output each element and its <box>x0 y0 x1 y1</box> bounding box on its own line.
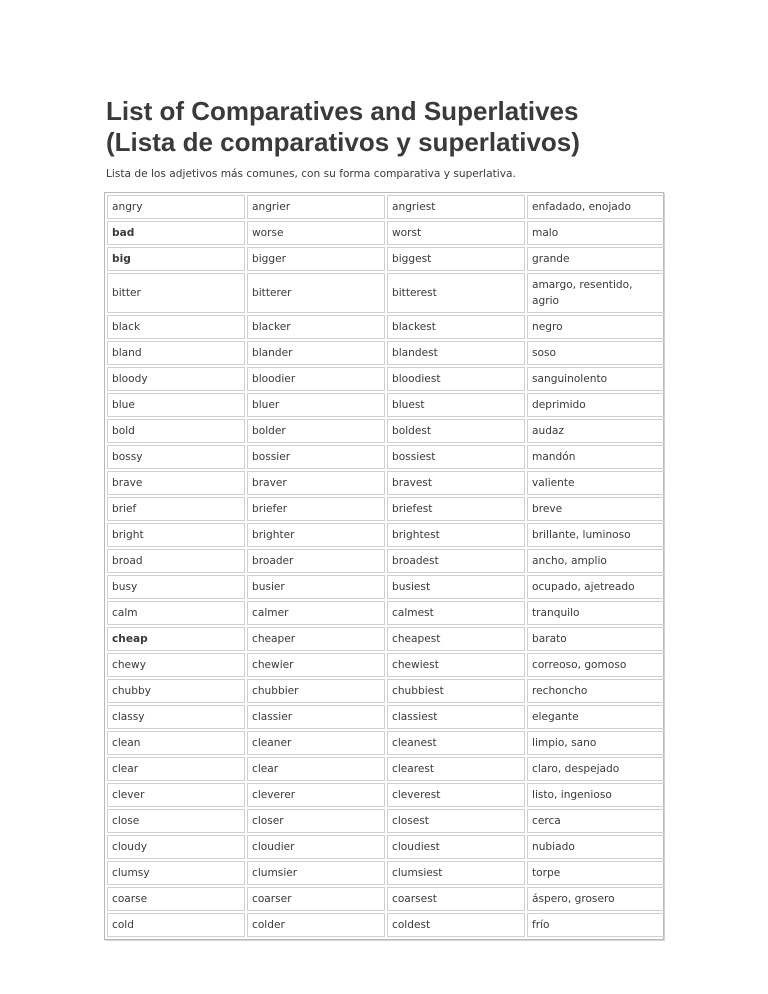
spanish-translation-cell: tranquilo <box>527 601 665 625</box>
comparative-cell: cheaper <box>247 627 385 651</box>
table-row <box>107 731 665 755</box>
table-row <box>107 913 665 937</box>
adjective-cell: bossy <box>107 445 245 469</box>
adjectives-table-body <box>107 195 665 937</box>
table-row <box>107 273 665 313</box>
comparative-cell: worse <box>247 221 385 245</box>
page-subtitle: Lista de los adjetivos más comunes, con su forma comparativa y superlativa. <box>106 168 516 180</box>
adjective-cell: angry <box>107 195 245 219</box>
spanish-translation-cell: enfadado, enojado <box>527 195 665 219</box>
superlative-cell: cloudiest <box>387 835 525 859</box>
title-line-english: List of Comparatives and Superlatives <box>106 96 579 126</box>
adjective-cell: cold <box>107 913 245 937</box>
adjective-cell: bold <box>107 419 245 443</box>
table-row <box>107 315 665 339</box>
superlative-cell: coldest <box>387 913 525 937</box>
table-row <box>107 783 665 807</box>
adjective-cell: clumsy <box>107 861 245 885</box>
comparative-cell: chubbier <box>247 679 385 703</box>
adjective-cell: clean <box>107 731 245 755</box>
comparative-cell: closer <box>247 809 385 833</box>
adjective-cell: bitter <box>107 273 245 313</box>
table-row <box>107 757 665 781</box>
superlative-cell: bloodiest <box>387 367 525 391</box>
adjective-cell: bright <box>107 523 245 547</box>
comparative-cell: calmer <box>247 601 385 625</box>
table-row <box>107 627 665 651</box>
superlative-cell: bluest <box>387 393 525 417</box>
spanish-translation-cell: barato <box>527 627 665 651</box>
superlative-cell: busiest <box>387 575 525 599</box>
adjective-cell: brief <box>107 497 245 521</box>
adjective-cell: clever <box>107 783 245 807</box>
adjective-cell: classy <box>107 705 245 729</box>
superlative-cell: cleverest <box>387 783 525 807</box>
spanish-translation-cell: listo, ingenioso <box>527 783 665 807</box>
adjective-cell: black <box>107 315 245 339</box>
adjective-cell: bland <box>107 341 245 365</box>
comparative-cell: cloudier <box>247 835 385 859</box>
superlative-cell: briefest <box>387 497 525 521</box>
spanish-translation-cell: mandón <box>527 445 665 469</box>
spanish-translation-cell: audaz <box>527 419 665 443</box>
spanish-translation-cell: torpe <box>527 861 665 885</box>
comparative-cell: blacker <box>247 315 385 339</box>
spanish-translation-cell: amargo, resentido, agrio <box>527 273 665 313</box>
superlative-cell: clearest <box>387 757 525 781</box>
spanish-translation-cell: nubiado <box>527 835 665 859</box>
comparative-cell: classier <box>247 705 385 729</box>
spanish-translation-cell: ancho, amplio <box>527 549 665 573</box>
adjectives-table <box>105 193 667 939</box>
adjective-cell: brave <box>107 471 245 495</box>
adjective-cell: clear <box>107 757 245 781</box>
comparative-cell: busier <box>247 575 385 599</box>
superlative-cell: chubbiest <box>387 679 525 703</box>
spanish-translation-cell: cerca <box>527 809 665 833</box>
comparative-cell: angrier <box>247 195 385 219</box>
adjective-cell: bloody <box>107 367 245 391</box>
adjective-cell: chewy <box>107 653 245 677</box>
table-row <box>107 221 665 245</box>
comparative-cell: bigger <box>247 247 385 271</box>
comparative-cell: broader <box>247 549 385 573</box>
comparative-cell: bossier <box>247 445 385 469</box>
comparative-cell: braver <box>247 471 385 495</box>
superlative-cell: bitterest <box>387 273 525 313</box>
adjective-cell: cloudy <box>107 835 245 859</box>
superlative-cell: closest <box>387 809 525 833</box>
comparative-cell: bloodier <box>247 367 385 391</box>
adjectives-table-container <box>104 192 664 940</box>
table-row <box>107 471 665 495</box>
adjective-cell: bad <box>107 221 245 245</box>
superlative-cell: clumsiest <box>387 861 525 885</box>
spanish-translation-cell: frío <box>527 913 665 937</box>
table-row <box>107 367 665 391</box>
table-row <box>107 523 665 547</box>
comparative-cell: cleverer <box>247 783 385 807</box>
comparative-cell: brighter <box>247 523 385 547</box>
adjective-cell: cheap <box>107 627 245 651</box>
comparative-cell: clumsier <box>247 861 385 885</box>
table-row <box>107 419 665 443</box>
table-row <box>107 497 665 521</box>
comparative-cell: cleaner <box>247 731 385 755</box>
comparative-cell: bluer <box>247 393 385 417</box>
superlative-cell: cleanest <box>387 731 525 755</box>
spanish-translation-cell: rechoncho <box>527 679 665 703</box>
table-row <box>107 195 665 219</box>
superlative-cell: bravest <box>387 471 525 495</box>
table-row <box>107 887 665 911</box>
comparative-cell: clear <box>247 757 385 781</box>
spanish-translation-cell: deprimido <box>527 393 665 417</box>
superlative-cell: angriest <box>387 195 525 219</box>
superlative-cell: cheapest <box>387 627 525 651</box>
spanish-translation-cell: áspero, grosero <box>527 887 665 911</box>
superlative-cell: blackest <box>387 315 525 339</box>
table-row <box>107 393 665 417</box>
superlative-cell: classiest <box>387 705 525 729</box>
spanish-translation-cell: valiente <box>527 471 665 495</box>
superlative-cell: broadest <box>387 549 525 573</box>
spanish-translation-cell: claro, despejado <box>527 757 665 781</box>
spanish-translation-cell: soso <box>527 341 665 365</box>
superlative-cell: biggest <box>387 247 525 271</box>
comparative-cell: briefer <box>247 497 385 521</box>
superlative-cell: bossiest <box>387 445 525 469</box>
adjective-cell: coarse <box>107 887 245 911</box>
spanish-translation-cell: sanguinolento <box>527 367 665 391</box>
spanish-translation-cell: ocupado, ajetreado <box>527 575 665 599</box>
spanish-translation-cell: negro <box>527 315 665 339</box>
superlative-cell: chewiest <box>387 653 525 677</box>
superlative-cell: worst <box>387 221 525 245</box>
table-row <box>107 835 665 859</box>
comparative-cell: coarser <box>247 887 385 911</box>
table-row <box>107 341 665 365</box>
adjective-cell: close <box>107 809 245 833</box>
spanish-translation-cell: correoso, gomoso <box>527 653 665 677</box>
comparative-cell: colder <box>247 913 385 937</box>
comparative-cell: bolder <box>247 419 385 443</box>
table-row <box>107 575 665 599</box>
superlative-cell: blandest <box>387 341 525 365</box>
comparative-cell: bitterer <box>247 273 385 313</box>
table-row <box>107 653 665 677</box>
superlative-cell: brightest <box>387 523 525 547</box>
superlative-cell: boldest <box>387 419 525 443</box>
table-row <box>107 705 665 729</box>
spanish-translation-cell: limpio, sano <box>527 731 665 755</box>
comparative-cell: chewier <box>247 653 385 677</box>
spanish-translation-cell: brillante, luminoso <box>527 523 665 547</box>
table-row <box>107 809 665 833</box>
page-title <box>106 96 706 158</box>
comparative-cell: blander <box>247 341 385 365</box>
adjective-cell: blue <box>107 393 245 417</box>
spanish-translation-cell: grande <box>527 247 665 271</box>
adjective-cell: busy <box>107 575 245 599</box>
superlative-cell: calmest <box>387 601 525 625</box>
table-row <box>107 247 665 271</box>
spanish-translation-cell: elegante <box>527 705 665 729</box>
table-row <box>107 549 665 573</box>
table-row <box>107 445 665 469</box>
title-line-spanish: (Lista de comparativos y superlativos) <box>106 127 580 157</box>
adjective-cell: big <box>107 247 245 271</box>
adjective-cell: chubby <box>107 679 245 703</box>
table-row <box>107 679 665 703</box>
table-row <box>107 601 665 625</box>
superlative-cell: coarsest <box>387 887 525 911</box>
table-row <box>107 861 665 885</box>
adjective-cell: calm <box>107 601 245 625</box>
spanish-translation-cell: malo <box>527 221 665 245</box>
adjective-cell: broad <box>107 549 245 573</box>
spanish-translation-cell: breve <box>527 497 665 521</box>
